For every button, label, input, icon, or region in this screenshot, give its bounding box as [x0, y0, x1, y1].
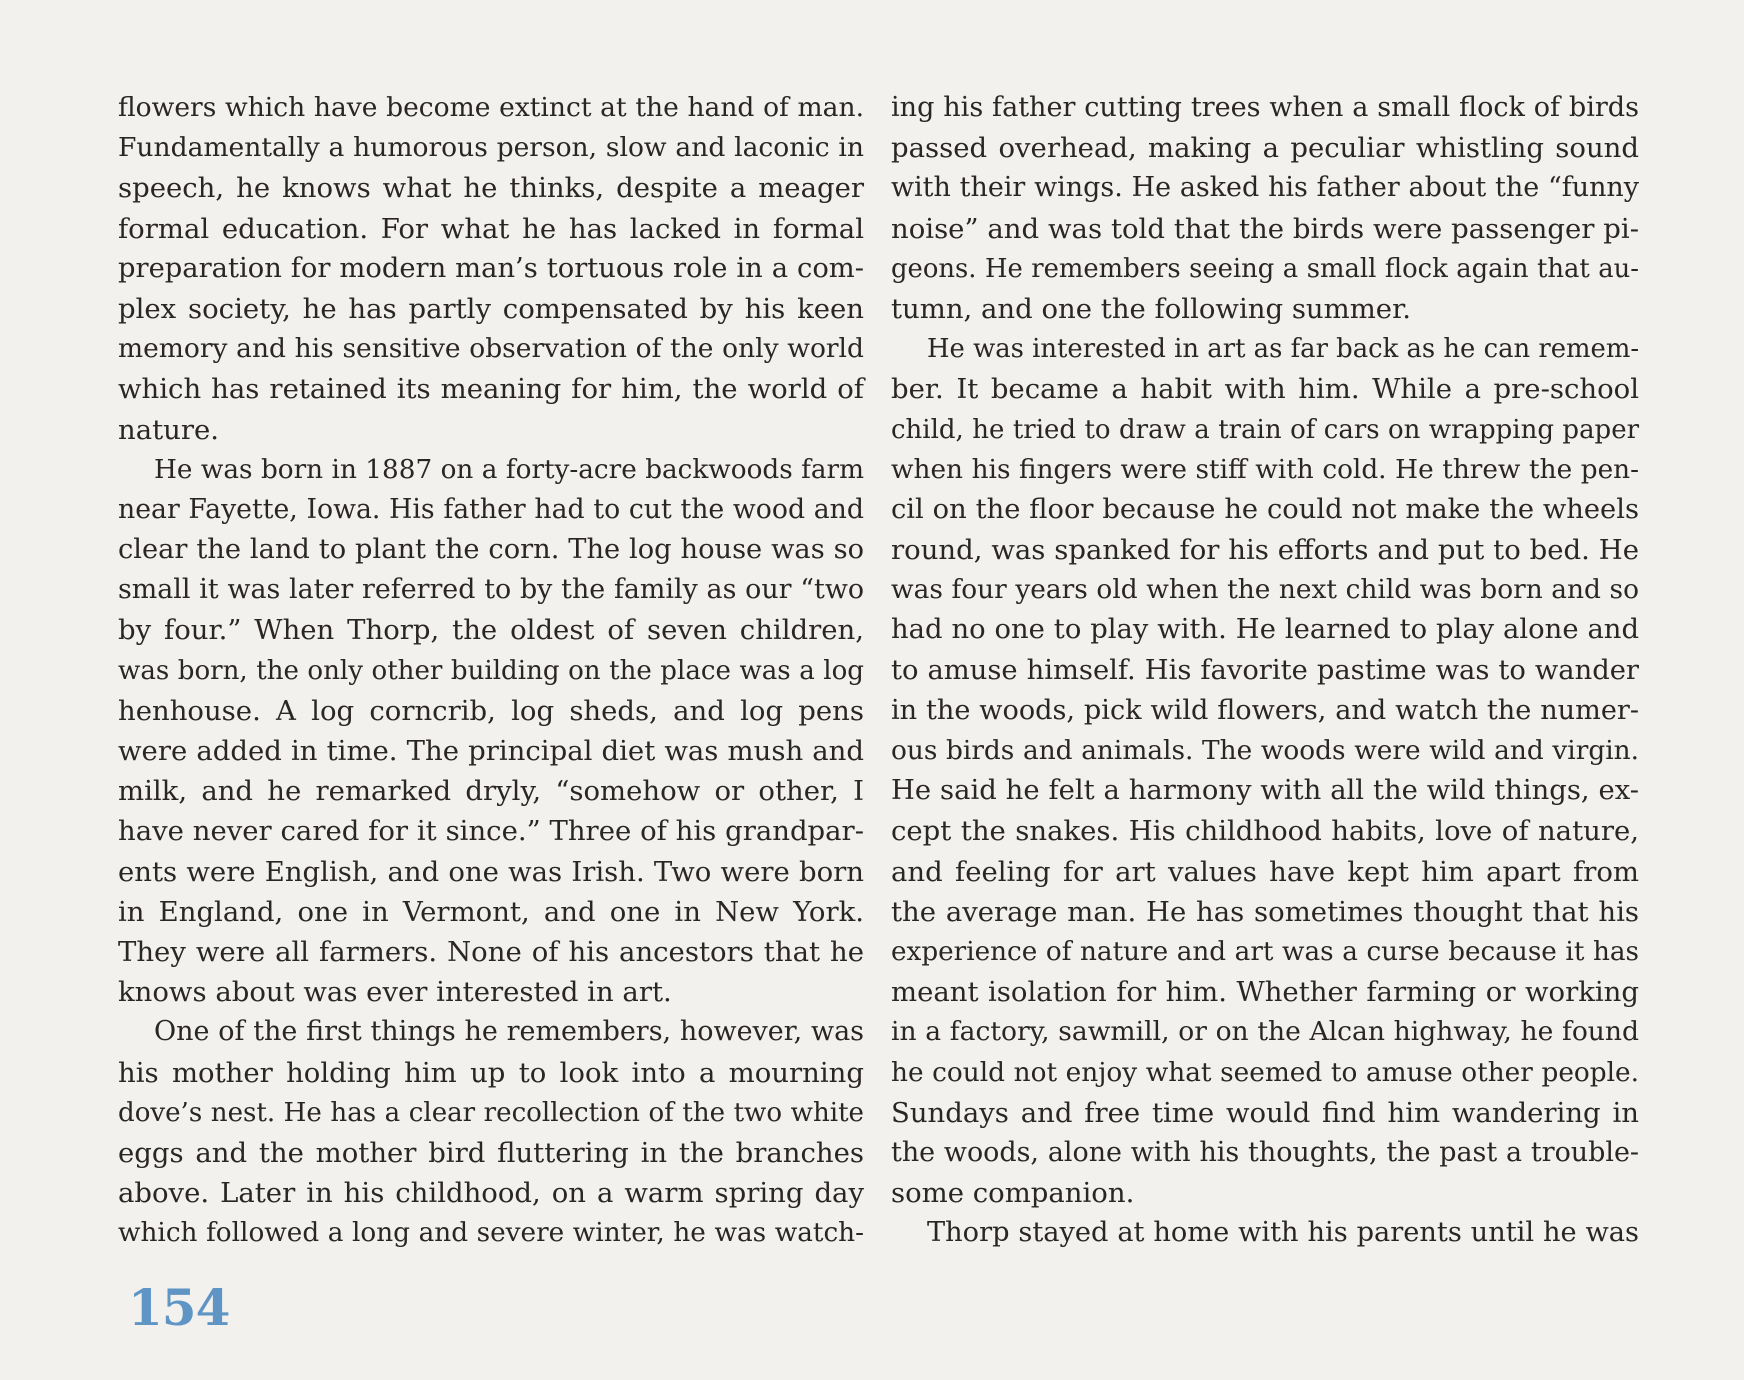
text-line: He was born in 1887 on a forty-acre backwoods farm: [154, 454, 864, 485]
text-line: dove’s nest. He has a clear recollection of the two white: [118, 1097, 864, 1128]
text-line: experience of nature and art was a curse because it has: [891, 936, 1639, 967]
text-line: round, was spanked for his efforts and put to bed. He: [891, 534, 1639, 567]
text-line: eggs and the mother bird fluttering in the branches: [118, 1136, 864, 1169]
text-line: noise” and was told that the birds were passenger pi-: [891, 212, 1639, 245]
text-line: nature.: [118, 413, 220, 446]
text-line: He said he felt a harmony with all the wild things, ex-: [891, 775, 1639, 807]
text-line: small it was later referred to by the family as our “two: [118, 574, 864, 606]
text-line: and feeling for art values have kept him apart from: [891, 855, 1639, 888]
text-line: the average man. He has sometimes thought that his: [891, 895, 1639, 928]
left-text-column: [118, 88, 864, 1253]
text-line: his mother holding him up to look into a mourning: [118, 1056, 864, 1089]
text-line: with their wings. He asked his father about the “funny: [891, 172, 1639, 204]
text-line: ing his father cutting trees when a small flock of birds: [891, 92, 1639, 123]
text-line: the woods, alone with his thoughts, the past a trouble-: [891, 1136, 1639, 1168]
text-line: They were all farmers. None of his ancestors that he: [118, 935, 864, 968]
text-line: ents were English, and one was Irish. Two were born: [118, 855, 864, 888]
text-line: clear the land to plant the corn. The log house was so: [118, 534, 864, 566]
text-line: memory and his sensitive observation of the only world: [118, 333, 864, 365]
text-line: passed overhead, making a peculiar whistling sound: [891, 132, 1639, 165]
page-number: 154: [128, 1278, 230, 1337]
text-line: Sundays and free time would find him wandering in: [891, 1096, 1639, 1129]
right-text-column: [891, 88, 1639, 1253]
text-line: knows about was ever interested in art.: [118, 976, 672, 1009]
text-line: Fundamentally a humorous person, slow and laconic in: [118, 132, 864, 164]
text-line: He was interested in art as far back as he can remem-: [927, 334, 1640, 365]
text-line: cil on the floor because he could not make the wheels: [891, 493, 1639, 525]
text-line: henhouse. A log corncrib, log sheds, and log pens: [118, 694, 864, 727]
text-line: were added in time. The principal diet was mush and: [118, 735, 864, 767]
text-line: cept the snakes. His childhood habits, love of nature,: [891, 815, 1639, 848]
text-line: tumn, and one the following summer.: [891, 292, 1411, 325]
text-line: he could not enjoy what seemed to amuse other people.: [891, 1057, 1639, 1088]
text-line: meant isolation for him. Whether farming or working: [891, 976, 1639, 1009]
text-line: plex society, he has partly compensated by his keen: [118, 292, 864, 325]
text-line: by four.” When Thorp, the oldest of seven children,: [118, 614, 864, 647]
text-line: One of the first things he remembers, however, was: [154, 1016, 864, 1048]
text-line: was four years old when the next child was born and so: [891, 574, 1639, 606]
text-line: flowers which have become extinct at the hand of man.: [118, 92, 864, 123]
text-line: when his fingers were stiff with cold. He threw the pen-: [891, 454, 1639, 485]
text-line: which has retained its meaning for him, the world of: [118, 373, 864, 406]
text-line: geons. He remembers seeing a small flock again that au-: [891, 253, 1639, 284]
text-line: some companion.: [891, 1177, 1135, 1210]
text-line: which followed a long and severe winter, he was watch-: [118, 1218, 864, 1249]
text-line: milk, and he remarked dryly, “somehow or other, I: [118, 775, 864, 808]
text-line: child, he tried to draw a train of cars on wrapping paper: [891, 414, 1639, 445]
text-line: in the woods, pick wild flowers, and watch the numer-: [891, 694, 1639, 726]
text-line: in a factory, sawmill, or on the Alcan highway, he found: [891, 1016, 1639, 1048]
text-line: ber. It became a habit with him. While a pre-school: [891, 373, 1639, 406]
text-line: preparation for modern man’s tortuous role in a com-: [118, 252, 864, 284]
text-line: Thorp stayed at home with his parents until he was: [927, 1217, 1639, 1249]
text-line: near Fayette, Iowa. His father had to cut the wood and: [118, 493, 864, 525]
text-line: in England, one in Vermont, and one in New York.: [118, 895, 864, 928]
text-line: ous birds and animals. The woods were wild and virgin.: [891, 736, 1639, 766]
text-line: to amuse himself. His favorite pastime was to wander: [891, 654, 1639, 686]
text-line: was born, the only other building on the place was a log: [118, 655, 864, 686]
text-line: formal education. For what he has lacked in formal: [118, 212, 864, 245]
text-line: have never cared for it since.” Three of his grandpar-: [118, 815, 864, 848]
text-line: above. Later in his childhood, on a warm spring day: [118, 1177, 864, 1210]
text-line: had no one to play with. He learned to play alone and: [891, 614, 1639, 646]
text-line: speech, he knows what he thinks, despite a meager: [118, 172, 864, 205]
